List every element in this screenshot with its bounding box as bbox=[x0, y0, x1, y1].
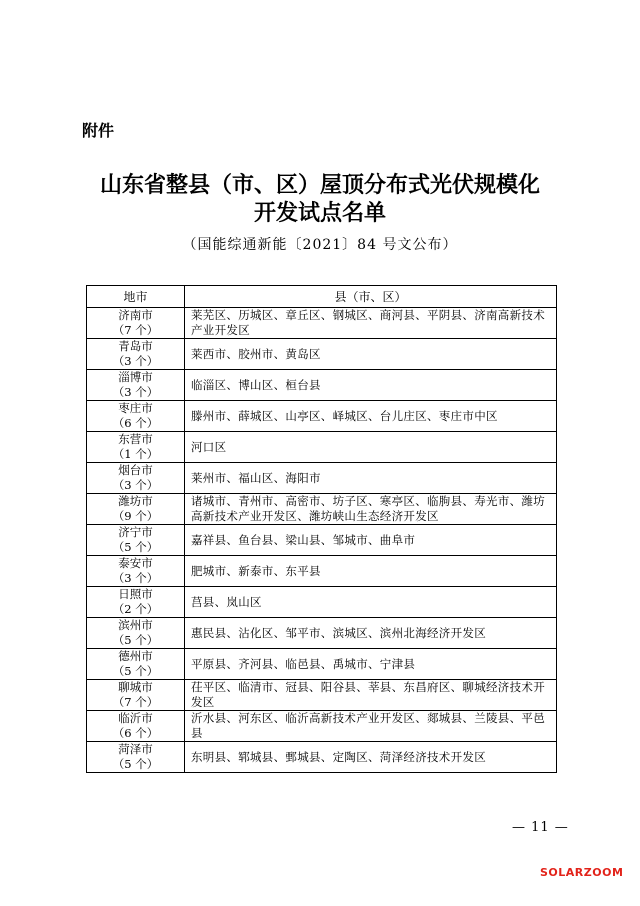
city-name: 日照市 bbox=[118, 587, 153, 601]
document-number: （国能综通新能〔2021〕84 号文公布） bbox=[182, 237, 458, 253]
table-row bbox=[87, 432, 557, 463]
page-number: — 11 — bbox=[512, 820, 569, 835]
city-name: 聊城市 bbox=[118, 680, 153, 694]
counties-cell: 平原县、齐河县、临邑县、禹城市、宁津县 bbox=[185, 649, 557, 680]
counties-cell: 惠民县、沾化区、邹平市、滨城区、滨州北海经济开发区 bbox=[185, 618, 557, 649]
city-name: 枣庄市 bbox=[118, 401, 153, 415]
city-count: （3 个） bbox=[112, 571, 159, 585]
city-cell bbox=[87, 401, 185, 432]
counties-cell: 河口区 bbox=[185, 432, 557, 463]
city-count: （2 个） bbox=[112, 602, 159, 616]
city-count: （7 个） bbox=[112, 695, 159, 709]
table-row bbox=[87, 463, 557, 494]
city-cell bbox=[87, 680, 185, 711]
table-row bbox=[87, 742, 557, 773]
watermark-logo: SOLARZOOM bbox=[540, 866, 624, 879]
city-count: （5 个） bbox=[112, 757, 159, 771]
counties-cell: 诸城市、青州市、高密市、坊子区、寒亭区、临朐县、寿光市、潍坊高新技术产业开发区、潍坊峡山生态经济开发区 bbox=[185, 494, 557, 525]
city-cell bbox=[87, 432, 185, 463]
table-row bbox=[87, 401, 557, 432]
city-count: （3 个） bbox=[112, 385, 159, 399]
city-name: 济南市 bbox=[118, 308, 153, 322]
city-name: 泰安市 bbox=[118, 556, 153, 570]
table-row bbox=[87, 618, 557, 649]
city-cell bbox=[87, 525, 185, 556]
counties-cell: 茌平区、临清市、冠县、阳谷县、莘县、东昌府区、聊城经济技术开发区 bbox=[185, 680, 557, 711]
city-count: （5 个） bbox=[112, 540, 159, 554]
city-name: 潍坊市 bbox=[118, 494, 153, 508]
city-name: 滨州市 bbox=[118, 618, 153, 632]
city-count: （9 个） bbox=[112, 509, 159, 523]
city-count: （5 个） bbox=[112, 664, 159, 678]
city-count: （7 个） bbox=[112, 323, 159, 337]
counties-cell: 肥城市、新泰市、东平县 bbox=[185, 556, 557, 587]
city-cell bbox=[87, 618, 185, 649]
counties-cell: 临淄区、博山区、桓台县 bbox=[185, 370, 557, 401]
city-name: 青岛市 bbox=[118, 339, 153, 353]
city-count: （6 个） bbox=[112, 726, 159, 740]
counties-cell: 莒县、岚山区 bbox=[185, 587, 557, 618]
header-city: 地市 bbox=[87, 286, 185, 308]
table-row bbox=[87, 525, 557, 556]
city-cell bbox=[87, 494, 185, 525]
city-name: 济宁市 bbox=[118, 525, 153, 539]
city-cell bbox=[87, 339, 185, 370]
city-name: 东营市 bbox=[118, 432, 153, 446]
city-name: 淄博市 bbox=[118, 370, 153, 384]
counties-cell: 莱芜区、历城区、章丘区、钢城区、商河县、平阴县、济南高新技术产业开发区 bbox=[185, 308, 557, 339]
counties-cell: 沂水县、河东区、临沂高新技术产业开发区、郯城县、兰陵县、平邑县 bbox=[185, 711, 557, 742]
city-cell bbox=[87, 711, 185, 742]
pilot-list-table bbox=[86, 285, 557, 773]
table-row bbox=[87, 370, 557, 401]
counties-cell: 莱西市、胶州市、黄岛区 bbox=[185, 339, 557, 370]
counties-cell: 滕州市、薛城区、山亭区、峄城区、台儿庄区、枣庄市中区 bbox=[185, 401, 557, 432]
table-row bbox=[87, 680, 557, 711]
counties-cell: 嘉祥县、鱼台县、梁山县、邹城市、曲阜市 bbox=[185, 525, 557, 556]
page-title-line2: 开发试点名单 bbox=[253, 201, 386, 226]
counties-cell: 东明县、郓城县、鄄城县、定陶区、菏泽经济技术开发区 bbox=[185, 742, 557, 773]
city-cell bbox=[87, 742, 185, 773]
table-row bbox=[87, 339, 557, 370]
city-name: 烟台市 bbox=[118, 463, 153, 477]
city-count: （5 个） bbox=[112, 633, 159, 647]
table-row bbox=[87, 494, 557, 525]
city-cell bbox=[87, 587, 185, 618]
header-counties: 县（市、区） bbox=[185, 286, 557, 308]
attachment-label: 附件 bbox=[82, 121, 115, 140]
city-count: （6 个） bbox=[112, 416, 159, 430]
table-row bbox=[87, 587, 557, 618]
page-title-line1: 山东省整县（市、区）屋顶分布式光伏规模化 bbox=[99, 173, 540, 198]
city-cell bbox=[87, 370, 185, 401]
city-name: 临沂市 bbox=[118, 711, 153, 725]
city-name: 德州市 bbox=[118, 649, 153, 663]
city-cell bbox=[87, 308, 185, 339]
city-count: （1 个） bbox=[112, 447, 159, 461]
city-cell bbox=[87, 556, 185, 587]
counties-cell: 莱州市、福山区、海阳市 bbox=[185, 463, 557, 494]
city-name: 菏泽市 bbox=[118, 742, 153, 756]
table-row bbox=[87, 556, 557, 587]
table-row bbox=[87, 308, 557, 339]
table-row bbox=[87, 711, 557, 742]
city-cell bbox=[87, 463, 185, 494]
city-count: （3 个） bbox=[112, 478, 159, 492]
table-row bbox=[87, 649, 557, 680]
city-cell bbox=[87, 649, 185, 680]
city-count: （3 个） bbox=[112, 354, 159, 368]
